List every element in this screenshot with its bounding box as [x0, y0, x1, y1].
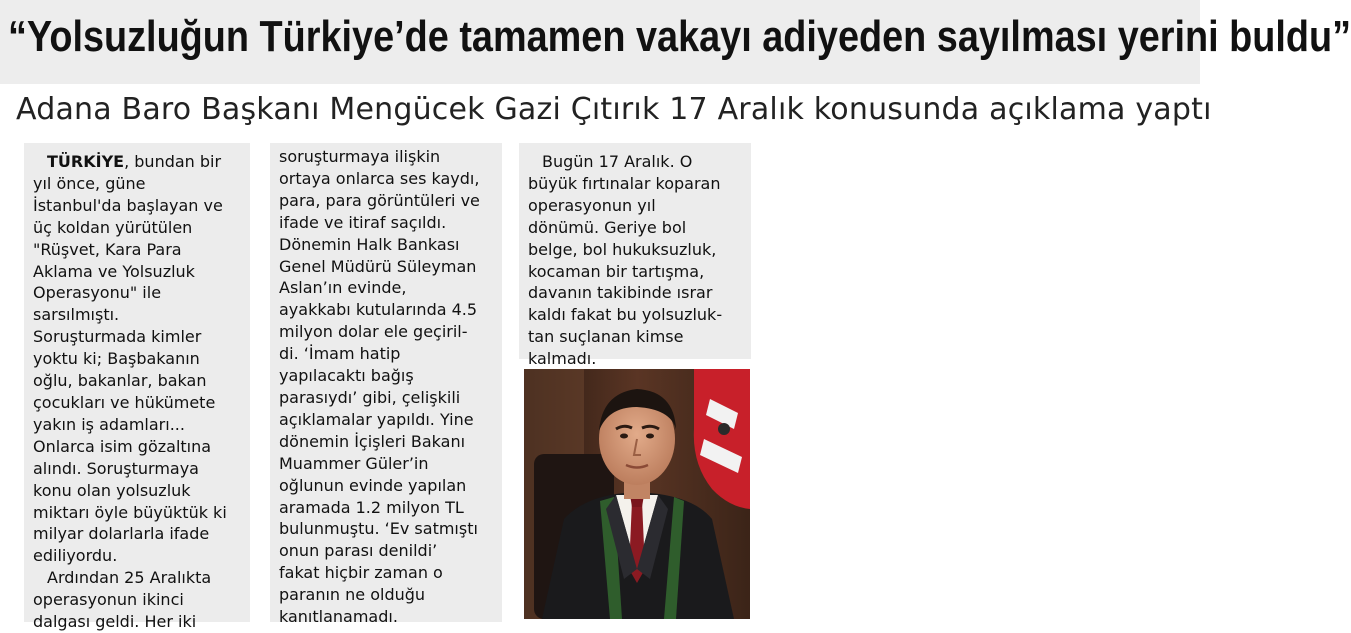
- column-line: Soruşturmada kimler: [33, 327, 202, 347]
- column-line: kocaman bir tartışma,: [528, 261, 705, 281]
- column-line: yapılacaktı bağış: [279, 366, 414, 386]
- column-line: miktarı öyle büyüktük ki: [33, 502, 227, 522]
- column-line: soruşturmaya ilişkin: [279, 147, 441, 166]
- column-line: büyük fırtınalar koparan: [528, 173, 721, 193]
- column-line: Muammer Güler’in: [279, 453, 429, 473]
- column-line: paranın ne olduğu: [279, 585, 426, 605]
- column-line: milyar dolarlarla ifade: [33, 524, 210, 544]
- column-line: dönümü. Geriye bol: [528, 217, 687, 237]
- text-column-3: [519, 143, 751, 369]
- column-line: yakın iş adamları...: [33, 414, 185, 434]
- column-line: onun parası denildi’: [279, 541, 438, 561]
- text-column-1: [24, 143, 250, 632]
- column-line: aramada 1.2 milyon TL: [279, 497, 464, 517]
- column-line: parasıydı’ gibi, çelişkili: [279, 387, 461, 407]
- column-line: Onlarca isim gözaltına: [33, 436, 212, 456]
- column-line: Aklama ve Yolsuzluk: [33, 261, 195, 281]
- column-line: alındı. Soruşturmaya: [33, 458, 199, 478]
- portrait-photo: [524, 369, 750, 619]
- column-line: dönemin İçişleri Bakanı: [279, 431, 466, 451]
- column-line: konu olan yolsuzluk: [33, 480, 191, 500]
- column-line: Dönemin Halk Bankası: [279, 234, 460, 254]
- column-line: yoktu ki; Başbakanın: [33, 349, 200, 369]
- column-line: tan suçlanan kimse: [528, 327, 684, 347]
- portrait-illustration: [524, 369, 750, 619]
- article-subheadline: Adana Baro Başkanı Mengücek Gazi Çıtırık 17 Aralık konusunda açıklama yaptı: [16, 92, 1212, 127]
- column-line: para, para görüntüleri ve: [279, 190, 480, 210]
- headline-banner: [0, 0, 1351, 84]
- column-line: Genel Müdürü Süleyman: [279, 256, 477, 276]
- column-line: fakat hiçbir zaman o: [279, 563, 443, 583]
- column-line: ayakkabı kutularında 4.5: [279, 300, 478, 320]
- column-line: davanın takibinde ısrar: [528, 283, 713, 303]
- column-line: ediliyordu.: [33, 546, 118, 566]
- column-line: İstanbul'da başlayan ve: [33, 195, 223, 215]
- column-line: çocukları ve hükümete: [33, 392, 216, 412]
- column-line: "Rüşvet, Kara Para: [33, 239, 182, 259]
- column-line: Aslan’ın evinde,: [279, 278, 407, 298]
- subheadline-banner: [0, 84, 1212, 134]
- column-line: yıl önce, güne: [33, 173, 146, 193]
- column-line: açıklamalar yapıldı. Yine: [279, 409, 474, 429]
- lead-word: TÜRKİYE: [47, 152, 125, 171]
- column-line: ortaya onlarca ses kaydı,: [279, 168, 480, 188]
- text-column-2: [270, 143, 502, 627]
- column-line: kalmadı.: [528, 349, 597, 369]
- article-headline: “Yolsuzluğun Türkiye’de tamamen vakayı adiyeden sayılması yerini buldu”: [8, 12, 1351, 61]
- column-line: belge, bol hukuksuzluk,: [528, 239, 717, 259]
- column-line: sarsılmıştı.: [33, 305, 120, 325]
- column-line: Bugün 17 Aralık. O: [542, 152, 693, 171]
- column-line: dalgası geldi. Her iki: [33, 612, 197, 632]
- column-line: di. ‘İmam hatip: [279, 344, 401, 364]
- column-line: operasyonun ikinci: [33, 590, 184, 610]
- column-line: kanıtlanamadı.: [279, 607, 398, 627]
- column-line: milyon dolar ele geçiril-: [279, 322, 468, 342]
- column-line: kaldı fakat bu yolsuzluk-: [528, 305, 723, 325]
- column-line: Operasyonu" ile: [33, 283, 162, 303]
- column-line: TÜRKİYE, bundan bir: [47, 152, 222, 171]
- column-line: üç koldan yürütülen: [33, 217, 193, 237]
- column-line: ifade ve itiraf saçıldı.: [279, 212, 447, 232]
- column-line: Ardından 25 Aralıkta: [47, 568, 212, 588]
- column-line: oğlunun evinde yapılan: [279, 475, 467, 495]
- column-line: operasyonun yıl: [528, 195, 656, 215]
- column-line: oğlu, bakanlar, bakan: [33, 371, 207, 391]
- column-line: bulunmuştu. ‘Ev satmıştı: [279, 519, 478, 539]
